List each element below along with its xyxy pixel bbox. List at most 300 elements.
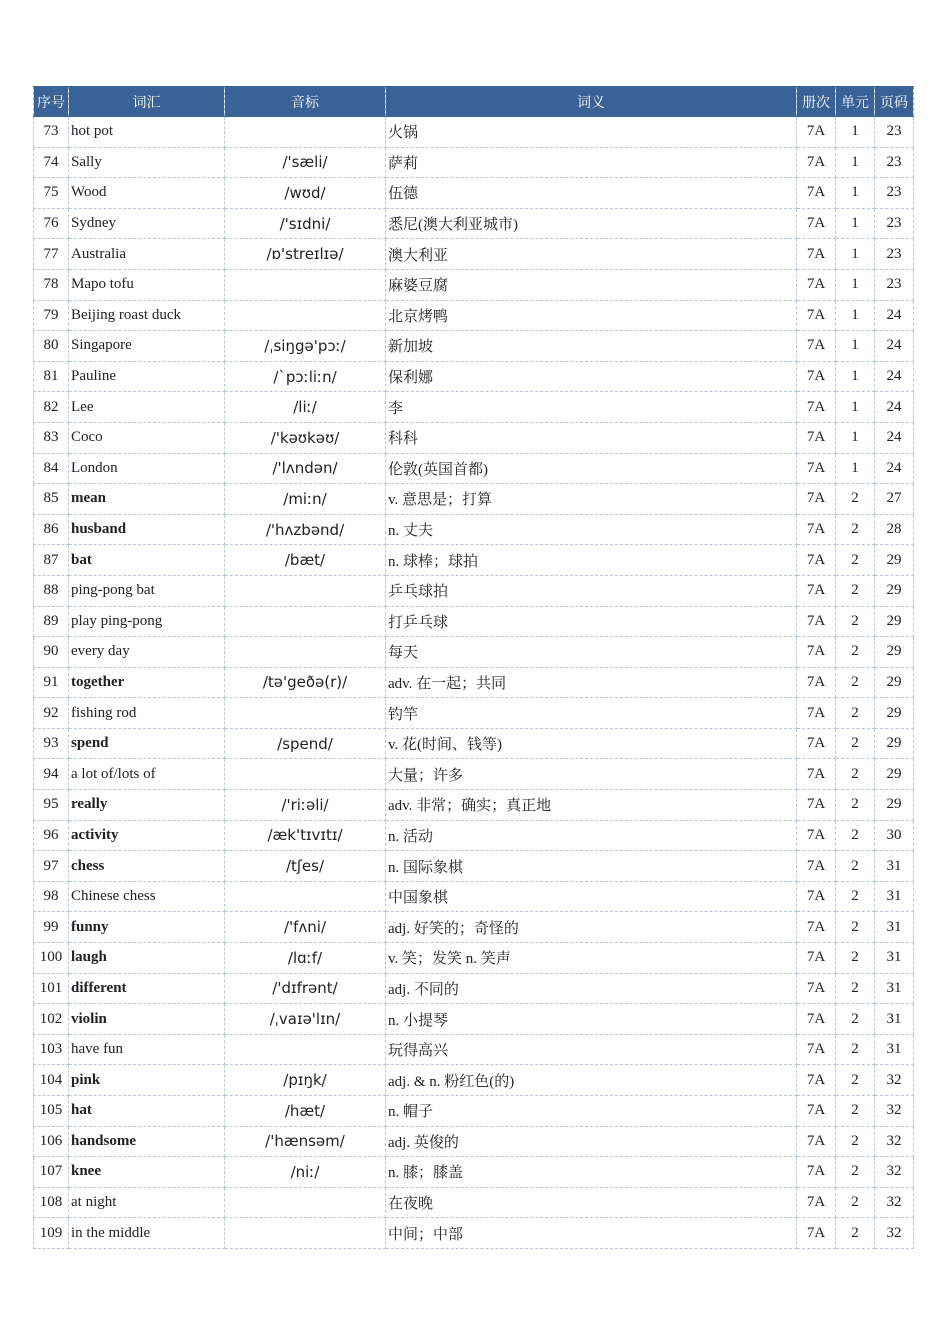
cell-word: handsome: [69, 1126, 225, 1157]
cell-phonetic: [225, 1034, 386, 1065]
cell-phonetic: /'lʌndən/: [225, 453, 386, 484]
header-book: 册次: [797, 87, 836, 117]
cell-word: activity: [69, 820, 225, 851]
cell-page: 29: [875, 698, 914, 729]
cell-book: 7A: [797, 1065, 836, 1096]
header-number: 序号: [34, 87, 69, 117]
cell-phonetic: /niː/: [225, 1157, 386, 1188]
cell-page: 31: [875, 912, 914, 943]
cell-word: every day: [69, 637, 225, 668]
cell-meaning: 每天: [386, 637, 797, 668]
cell-page: 32: [875, 1126, 914, 1157]
cell-word: have fun: [69, 1034, 225, 1065]
cell-meaning: 保利娜: [386, 361, 797, 392]
cell-number: 89: [34, 606, 69, 637]
cell-phonetic: /miːn/: [225, 484, 386, 515]
cell-meaning: 玩得高兴: [386, 1034, 797, 1065]
cell-book: 7A: [797, 239, 836, 270]
cell-number: 104: [34, 1065, 69, 1096]
cell-number: 73: [34, 117, 69, 148]
cell-word: pink: [69, 1065, 225, 1096]
table-row: [34, 851, 914, 882]
cell-meaning: n. 小提琴: [386, 1004, 797, 1035]
table-row: [34, 637, 914, 668]
cell-word: Mapo tofu: [69, 269, 225, 300]
cell-unit: 1: [836, 300, 875, 331]
cell-number: 107: [34, 1157, 69, 1188]
cell-unit: 2: [836, 606, 875, 637]
cell-page: 24: [875, 392, 914, 423]
cell-unit: 2: [836, 514, 875, 545]
cell-meaning: 钓竿: [386, 698, 797, 729]
cell-phonetic: /pɪŋk/: [225, 1065, 386, 1096]
cell-number: 82: [34, 392, 69, 423]
cell-number: 108: [34, 1187, 69, 1218]
table-row: [34, 392, 914, 423]
table-row: [34, 790, 914, 821]
cell-page: 31: [875, 973, 914, 1004]
table-row: [34, 759, 914, 790]
cell-meaning: adj. 不同的: [386, 973, 797, 1004]
cell-number: 86: [34, 514, 69, 545]
cell-book: 7A: [797, 453, 836, 484]
cell-page: 24: [875, 331, 914, 362]
cell-page: 27: [875, 484, 914, 515]
cell-number: 94: [34, 759, 69, 790]
cell-unit: 2: [836, 1126, 875, 1157]
table-header-row: [34, 87, 914, 117]
cell-meaning: adv. 非常；确实；真正地: [386, 790, 797, 821]
cell-page: 31: [875, 881, 914, 912]
cell-phonetic: /spend/: [225, 728, 386, 759]
cell-unit: 2: [836, 851, 875, 882]
cell-word: in the middle: [69, 1218, 225, 1249]
cell-phonetic: /hæt/: [225, 1096, 386, 1127]
cell-word: knee: [69, 1157, 225, 1188]
cell-unit: 2: [836, 881, 875, 912]
cell-word: Lee: [69, 392, 225, 423]
cell-meaning: 澳大利亚: [386, 239, 797, 270]
cell-meaning: 大量；许多: [386, 759, 797, 790]
cell-unit: 2: [836, 1218, 875, 1249]
table-row: [34, 698, 914, 729]
cell-phonetic: /tʃes/: [225, 851, 386, 882]
cell-word: Coco: [69, 422, 225, 453]
cell-page: 30: [875, 820, 914, 851]
cell-word: hat: [69, 1096, 225, 1127]
cell-page: 23: [875, 178, 914, 209]
table-row: [34, 545, 914, 576]
table-row: [34, 484, 914, 515]
cell-phonetic: /'fʌni/: [225, 912, 386, 943]
cell-phonetic: [225, 300, 386, 331]
cell-word: really: [69, 790, 225, 821]
cell-book: 7A: [797, 1034, 836, 1065]
cell-book: 7A: [797, 1126, 836, 1157]
cell-word: a lot of/lots of: [69, 759, 225, 790]
cell-phonetic: [225, 698, 386, 729]
cell-unit: 1: [836, 117, 875, 148]
cell-word: play ping-pong: [69, 606, 225, 637]
cell-word: at night: [69, 1187, 225, 1218]
cell-page: 31: [875, 1004, 914, 1035]
cell-book: 7A: [797, 759, 836, 790]
cell-page: 24: [875, 300, 914, 331]
cell-word: fishing rod: [69, 698, 225, 729]
cell-number: 80: [34, 331, 69, 362]
table-row: [34, 208, 914, 239]
cell-phonetic: /'sɪdni/: [225, 208, 386, 239]
cell-word: London: [69, 453, 225, 484]
cell-phonetic: /wʊd/: [225, 178, 386, 209]
table-row: [34, 820, 914, 851]
cell-word: spend: [69, 728, 225, 759]
cell-number: 83: [34, 422, 69, 453]
cell-number: 76: [34, 208, 69, 239]
table-row: [34, 1096, 914, 1127]
cell-number: 91: [34, 667, 69, 698]
cell-unit: 2: [836, 1065, 875, 1096]
cell-page: 32: [875, 1218, 914, 1249]
cell-page: 32: [875, 1157, 914, 1188]
cell-phonetic: [225, 637, 386, 668]
cell-unit: 2: [836, 1034, 875, 1065]
header-phonetic: 音标: [225, 87, 386, 117]
cell-number: 101: [34, 973, 69, 1004]
table-row: [34, 912, 914, 943]
cell-book: 7A: [797, 606, 836, 637]
cell-phonetic: [225, 575, 386, 606]
cell-book: 7A: [797, 881, 836, 912]
cell-number: 75: [34, 178, 69, 209]
cell-book: 7A: [797, 1096, 836, 1127]
cell-number: 109: [34, 1218, 69, 1249]
header-page: 页码: [875, 87, 914, 117]
cell-meaning: 麻婆豆腐: [386, 269, 797, 300]
cell-book: 7A: [797, 1218, 836, 1249]
cell-meaning: adj. 好笑的；奇怪的: [386, 912, 797, 943]
cell-book: 7A: [797, 392, 836, 423]
cell-number: 97: [34, 851, 69, 882]
cell-word: together: [69, 667, 225, 698]
table-row: [34, 881, 914, 912]
cell-phonetic: /ˋpɔːliːn/: [225, 361, 386, 392]
cell-book: 7A: [797, 698, 836, 729]
cell-unit: 1: [836, 178, 875, 209]
cell-unit: 2: [836, 759, 875, 790]
cell-page: 29: [875, 606, 914, 637]
cell-page: 29: [875, 759, 914, 790]
cell-phonetic: /'dɪfrənt/: [225, 973, 386, 1004]
cell-number: 99: [34, 912, 69, 943]
cell-page: 24: [875, 422, 914, 453]
cell-phonetic: /ˌsiŋgə'pɔː/: [225, 331, 386, 362]
cell-unit: 2: [836, 667, 875, 698]
cell-phonetic: /lɑːf/: [225, 943, 386, 974]
cell-page: 23: [875, 117, 914, 148]
cell-page: 29: [875, 667, 914, 698]
cell-meaning: 打乒乓球: [386, 606, 797, 637]
cell-phonetic: /liː/: [225, 392, 386, 423]
cell-book: 7A: [797, 331, 836, 362]
cell-unit: 2: [836, 728, 875, 759]
cell-page: 24: [875, 453, 914, 484]
cell-phonetic: [225, 606, 386, 637]
cell-book: 7A: [797, 117, 836, 148]
cell-phonetic: [225, 1218, 386, 1249]
cell-meaning: 北京烤鸭: [386, 300, 797, 331]
cell-meaning: n. 活动: [386, 820, 797, 851]
cell-meaning: 火锅: [386, 117, 797, 148]
cell-unit: 2: [836, 943, 875, 974]
table-row: [34, 269, 914, 300]
header-word: 词汇: [69, 87, 225, 117]
cell-unit: 1: [836, 453, 875, 484]
cell-meaning: 李: [386, 392, 797, 423]
cell-meaning: 中国象棋: [386, 881, 797, 912]
cell-book: 7A: [797, 912, 836, 943]
cell-unit: 1: [836, 392, 875, 423]
cell-meaning: n. 帽子: [386, 1096, 797, 1127]
cell-unit: 2: [836, 545, 875, 576]
table-row: [34, 728, 914, 759]
table-row: [34, 422, 914, 453]
cell-number: 79: [34, 300, 69, 331]
cell-page: 31: [875, 851, 914, 882]
table-row: [34, 1004, 914, 1035]
cell-number: 95: [34, 790, 69, 821]
cell-number: 96: [34, 820, 69, 851]
cell-meaning: 中间；中部: [386, 1218, 797, 1249]
table-row: [34, 1126, 914, 1157]
cell-number: 102: [34, 1004, 69, 1035]
cell-word: Wood: [69, 178, 225, 209]
cell-page: 29: [875, 545, 914, 576]
cell-number: 84: [34, 453, 69, 484]
cell-page: 23: [875, 269, 914, 300]
cell-page: 23: [875, 239, 914, 270]
cell-book: 7A: [797, 545, 836, 576]
cell-number: 85: [34, 484, 69, 515]
cell-unit: 2: [836, 637, 875, 668]
table-row: [34, 943, 914, 974]
cell-unit: 2: [836, 1004, 875, 1035]
table-row: [34, 1065, 914, 1096]
table-row: [34, 1187, 914, 1218]
cell-unit: 2: [836, 1157, 875, 1188]
table-row: [34, 147, 914, 178]
cell-unit: 2: [836, 698, 875, 729]
cell-unit: 2: [836, 1096, 875, 1127]
cell-unit: 1: [836, 208, 875, 239]
cell-number: 87: [34, 545, 69, 576]
cell-phonetic: /æk'tɪvɪtɪ/: [225, 820, 386, 851]
table-row: [34, 453, 914, 484]
cell-unit: 2: [836, 973, 875, 1004]
cell-book: 7A: [797, 422, 836, 453]
cell-book: 7A: [797, 637, 836, 668]
cell-phonetic: /ˌvaɪə'lɪn/: [225, 1004, 386, 1035]
cell-phonetic: /'sæli/: [225, 147, 386, 178]
cell-number: 98: [34, 881, 69, 912]
cell-unit: 2: [836, 484, 875, 515]
cell-book: 7A: [797, 575, 836, 606]
cell-word: violin: [69, 1004, 225, 1035]
cell-unit: 1: [836, 269, 875, 300]
cell-unit: 2: [836, 790, 875, 821]
cell-meaning: n. 丈夫: [386, 514, 797, 545]
cell-meaning: 悉尼(澳大利亚城市): [386, 208, 797, 239]
cell-number: 93: [34, 728, 69, 759]
cell-meaning: 在夜晚: [386, 1187, 797, 1218]
cell-number: 103: [34, 1034, 69, 1065]
cell-unit: 1: [836, 239, 875, 270]
cell-meaning: v. 花(时间、钱等): [386, 728, 797, 759]
cell-book: 7A: [797, 514, 836, 545]
cell-number: 74: [34, 147, 69, 178]
cell-book: 7A: [797, 1187, 836, 1218]
cell-word: Chinese chess: [69, 881, 225, 912]
table-row: [34, 1034, 914, 1065]
table-row: [34, 300, 914, 331]
cell-meaning: n. 膝；膝盖: [386, 1157, 797, 1188]
cell-phonetic: /tə'geðə(r)/: [225, 667, 386, 698]
cell-page: 29: [875, 790, 914, 821]
cell-number: 105: [34, 1096, 69, 1127]
table-row: [34, 575, 914, 606]
cell-phonetic: [225, 117, 386, 148]
cell-book: 7A: [797, 208, 836, 239]
cell-number: 81: [34, 361, 69, 392]
cell-meaning: n. 国际象棋: [386, 851, 797, 882]
cell-word: bat: [69, 545, 225, 576]
cell-book: 7A: [797, 820, 836, 851]
cell-word: mean: [69, 484, 225, 515]
table-row: [34, 667, 914, 698]
cell-page: 32: [875, 1065, 914, 1096]
cell-unit: 2: [836, 912, 875, 943]
table-row: [34, 239, 914, 270]
cell-unit: 2: [836, 575, 875, 606]
cell-word: Beijing roast duck: [69, 300, 225, 331]
cell-meaning: 新加坡: [386, 331, 797, 362]
cell-page: 23: [875, 147, 914, 178]
cell-page: 29: [875, 637, 914, 668]
cell-book: 7A: [797, 269, 836, 300]
cell-word: Sally: [69, 147, 225, 178]
cell-number: 90: [34, 637, 69, 668]
cell-phonetic: [225, 759, 386, 790]
cell-unit: 1: [836, 422, 875, 453]
cell-book: 7A: [797, 1157, 836, 1188]
cell-meaning: 萨莉: [386, 147, 797, 178]
cell-phonetic: /ɒ'streɪlɪə/: [225, 239, 386, 270]
cell-word: Pauline: [69, 361, 225, 392]
cell-page: 32: [875, 1187, 914, 1218]
cell-word: Singapore: [69, 331, 225, 362]
cell-word: different: [69, 973, 225, 1004]
cell-meaning: adj. 英俊的: [386, 1126, 797, 1157]
cell-book: 7A: [797, 300, 836, 331]
cell-meaning: 伍德: [386, 178, 797, 209]
table-row: [34, 117, 914, 148]
cell-meaning: adv. 在一起；共同: [386, 667, 797, 698]
cell-word: funny: [69, 912, 225, 943]
table-row: [34, 1157, 914, 1188]
cell-page: 23: [875, 208, 914, 239]
cell-page: 28: [875, 514, 914, 545]
cell-phonetic: /bæt/: [225, 545, 386, 576]
cell-phonetic: [225, 1187, 386, 1218]
cell-phonetic: /'riːəli/: [225, 790, 386, 821]
table-row: [34, 973, 914, 1004]
cell-unit: 1: [836, 147, 875, 178]
cell-word: Sydney: [69, 208, 225, 239]
cell-phonetic: [225, 269, 386, 300]
cell-page: 31: [875, 943, 914, 974]
cell-book: 7A: [797, 147, 836, 178]
cell-word: laugh: [69, 943, 225, 974]
cell-meaning: n. 球棒；球拍: [386, 545, 797, 576]
cell-word: husband: [69, 514, 225, 545]
cell-unit: 2: [836, 820, 875, 851]
cell-meaning: 伦敦(英国首都): [386, 453, 797, 484]
table-row: [34, 514, 914, 545]
cell-book: 7A: [797, 728, 836, 759]
cell-phonetic: /'kəʊkəʊ/: [225, 422, 386, 453]
cell-book: 7A: [797, 178, 836, 209]
cell-number: 92: [34, 698, 69, 729]
cell-word: Australia: [69, 239, 225, 270]
cell-book: 7A: [797, 484, 836, 515]
cell-number: 88: [34, 575, 69, 606]
table-row: [34, 606, 914, 637]
table-row: [34, 1218, 914, 1249]
table-row: [34, 178, 914, 209]
cell-page: 29: [875, 728, 914, 759]
cell-book: 7A: [797, 851, 836, 882]
cell-meaning: v. 笑；发笑 n. 笑声: [386, 943, 797, 974]
cell-phonetic: [225, 881, 386, 912]
header-unit: 单元: [836, 87, 875, 117]
cell-word: ping-pong bat: [69, 575, 225, 606]
cell-book: 7A: [797, 790, 836, 821]
cell-book: 7A: [797, 973, 836, 1004]
cell-book: 7A: [797, 667, 836, 698]
cell-meaning: 科科: [386, 422, 797, 453]
cell-page: 32: [875, 1096, 914, 1127]
cell-phonetic: /'hænsəm/: [225, 1126, 386, 1157]
cell-word: chess: [69, 851, 225, 882]
cell-word: hot pot: [69, 117, 225, 148]
cell-number: 77: [34, 239, 69, 270]
cell-page: 31: [875, 1034, 914, 1065]
cell-meaning: v. 意思是；打算: [386, 484, 797, 515]
cell-meaning: adj. & n. 粉红色(的): [386, 1065, 797, 1096]
cell-book: 7A: [797, 943, 836, 974]
cell-meaning: 乒乓球拍: [386, 575, 797, 606]
cell-book: 7A: [797, 361, 836, 392]
table-body: [34, 117, 914, 1249]
vocabulary-table: [33, 86, 914, 1249]
cell-book: 7A: [797, 1004, 836, 1035]
cell-page: 29: [875, 575, 914, 606]
cell-number: 100: [34, 943, 69, 974]
table-row: [34, 361, 914, 392]
cell-number: 78: [34, 269, 69, 300]
table-row: [34, 331, 914, 362]
cell-unit: 2: [836, 1187, 875, 1218]
